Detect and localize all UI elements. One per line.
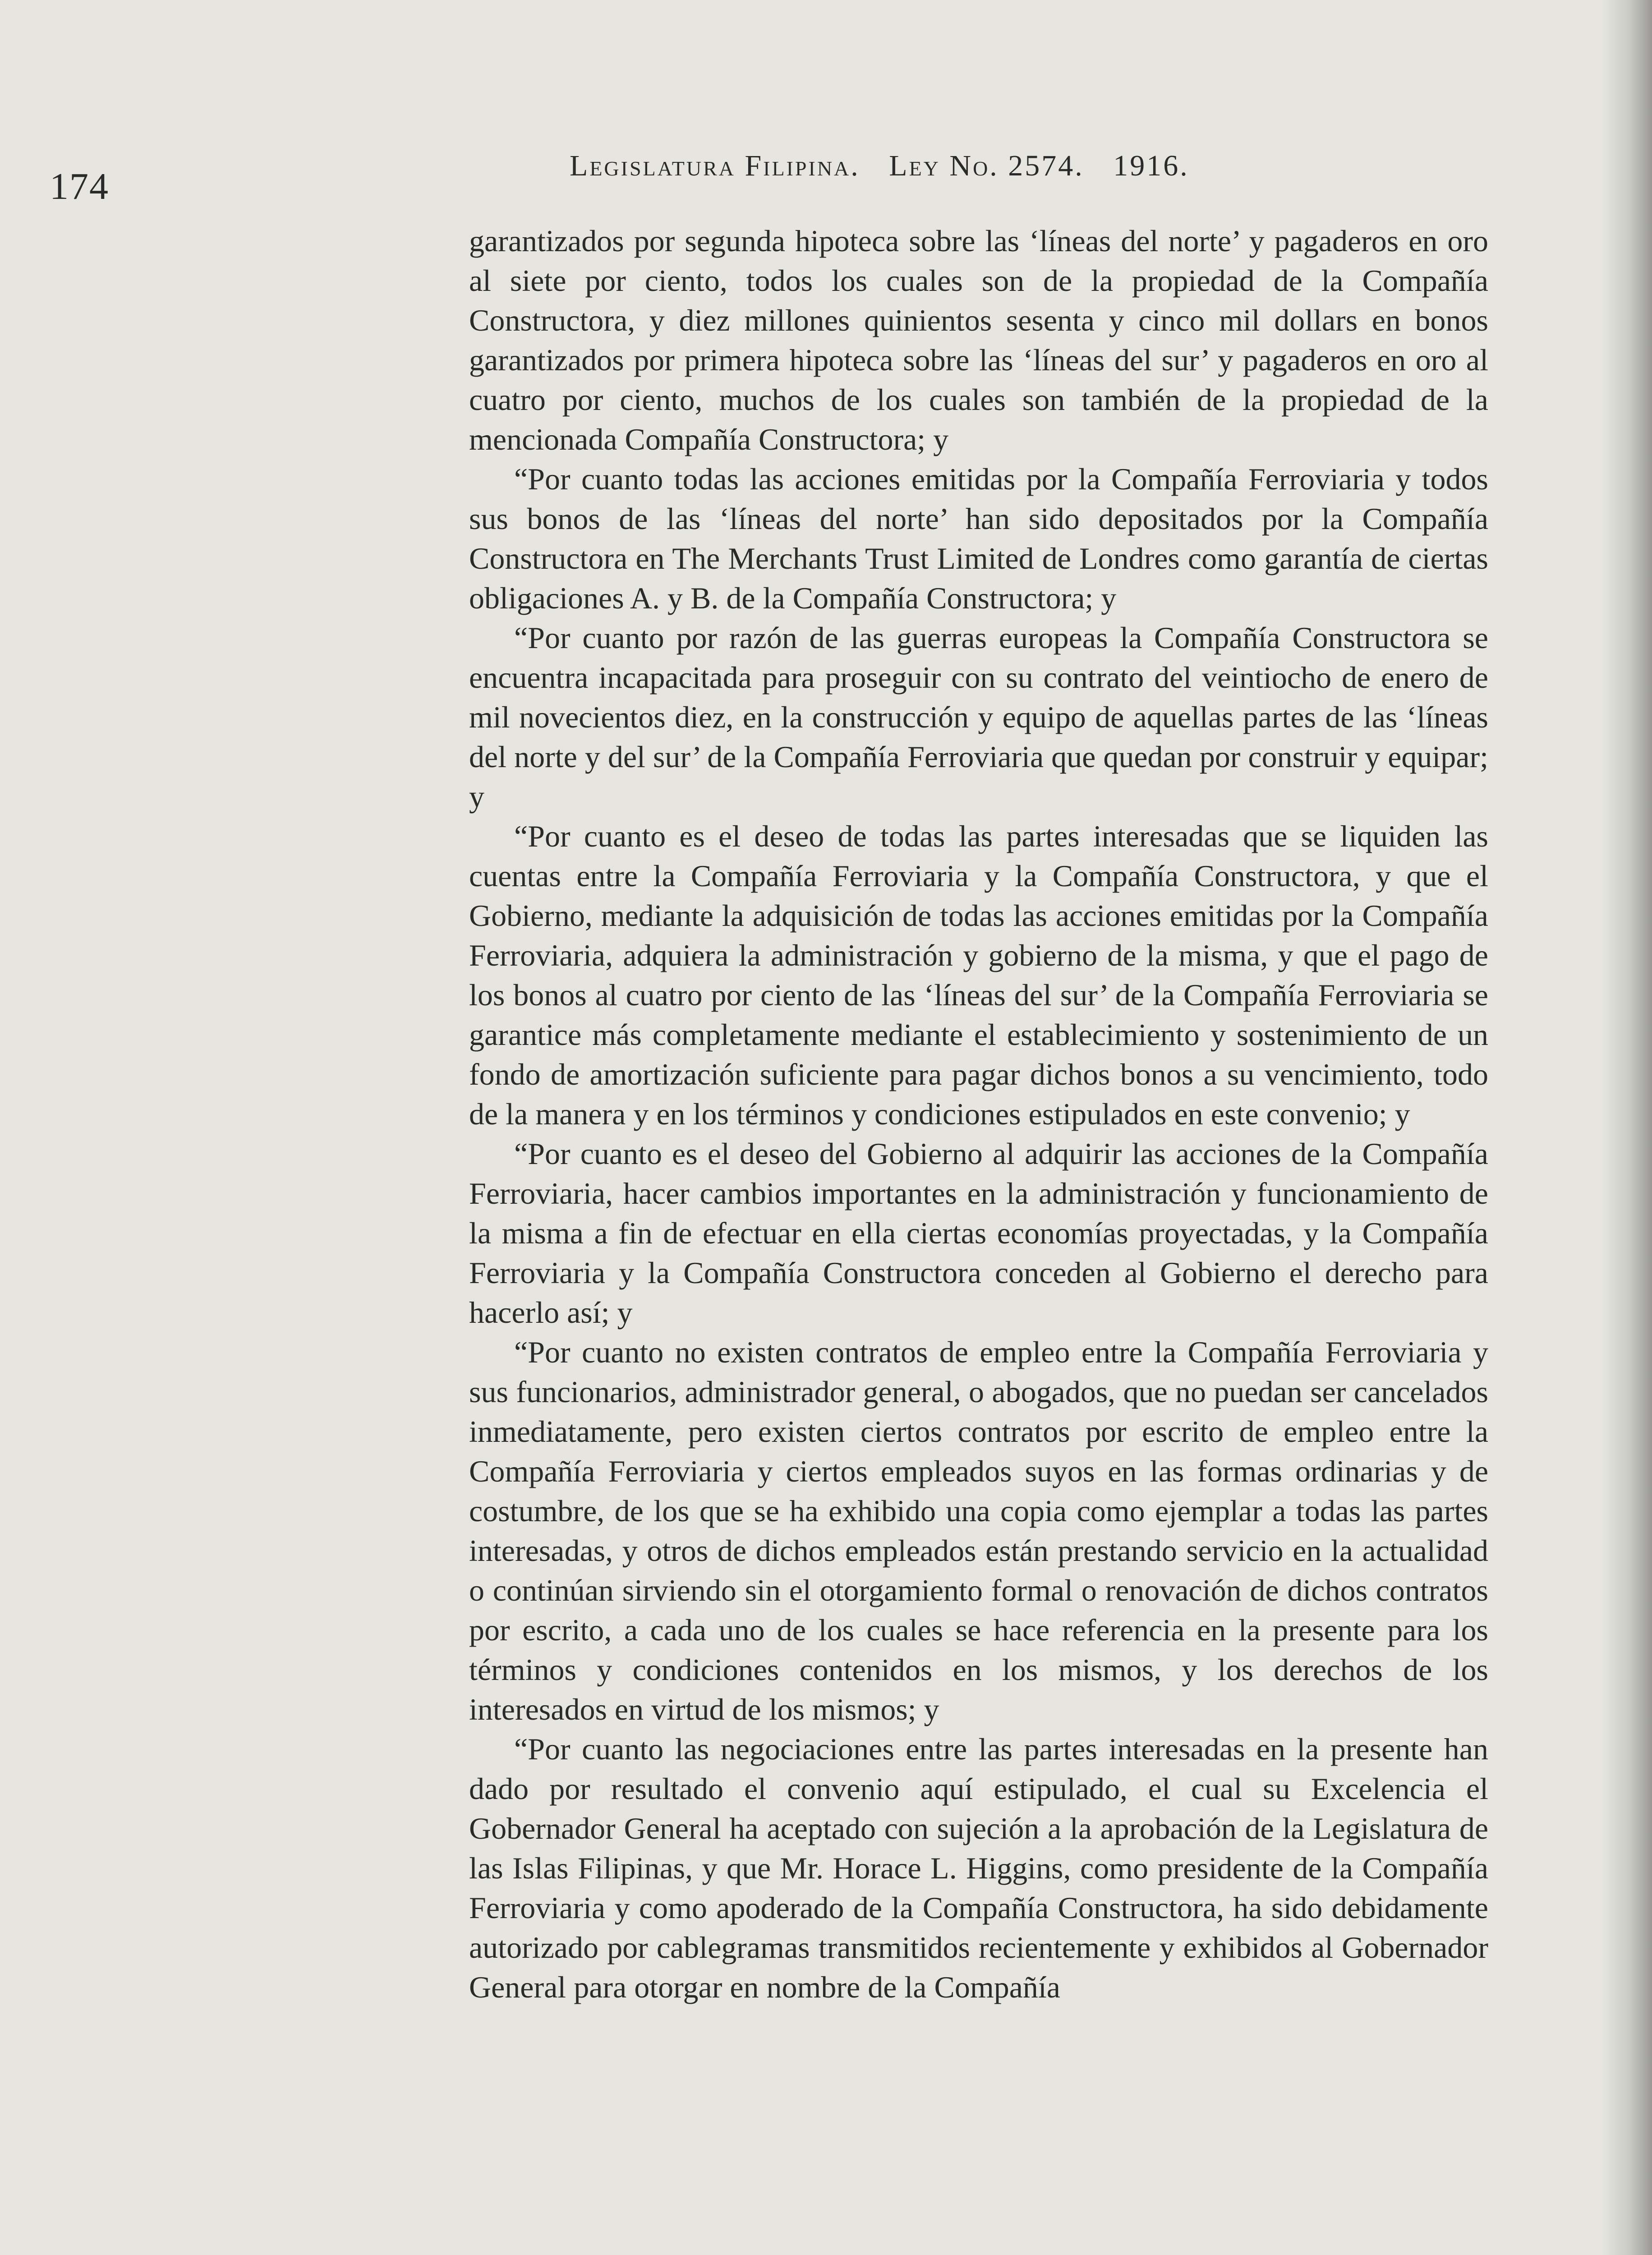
paragraph-3: “Por cuanto por razón de las guerras europeas la Compañía Constructora se encuentra incapacitada para proseguir con su contrato del veintiocho de enero de mil novecientos diez, en la construcción y equipo de aquellas partes de las ‘líneas del norte y del sur’ de la Compañía Ferroviaria que quedan por construir y equipar; y [469,621,1488,814]
paragraph-7: “Por cuanto las negociaciones entre las partes interesadas en la presente han dado por resultado el convenio aquí estipulado, el cual su Excelencia el Gobernador General ha aceptado con sujeción a la aprobación de la Legislatura de las Islas Filipinas, y que Mr. Horace L. Higgins, como presidente de la Compañía Ferroviaria y como apoderado de la Compañía Constructora, ha sido debidamente autorizado por cablegramas transmitidos recientemente y exhibidos al Gobernador General para otorgar en nombre de la Compañía [469,1732,1488,2004]
page-edge-shadow [1602,0,1652,2255]
running-head [570,151,1209,181]
paragraph-6: “Por cuanto no existen contratos de empleo entre la Compañía Ferroviaria y sus funcionarios, administrador general, o abogados, que no puedan ser cancelados inmediatamente, pero existen ciertos contratos por escrito de empleo entre la Compañía Ferroviaria y ciertos empleados suyos en las formas ordinarias y de costumbre, de los que se ha exhibido una copia como ejemplar a todas las partes interesadas, y otros de dichos empleados están prestando servicio en la actualidad o continúan sirviendo sin el otorgamiento formal o renovación de dichos contratos por escrito, a cada uno de los cuales se hace referencia en la presente para los términos y condiciones contenidos en los mismos, y los derechos de los interesados en virtud de los mismos; y [469,1335,1488,1726]
paragraph-5: “Por cuanto es el deseo del Gobierno al adquirir las acciones de la Compañía Ferroviaria, hacer cambios importantes en la administración y funcionamiento de la misma a fin de efectuar en ella ciertas economías proyectadas, y la Compañía Ferroviaria y la Compañía Constructora conceden al Gobierno el derecho para hacerlo así; y [469,1137,1488,1330]
body-text [469,221,1488,2007]
page-number: 174 [50,166,109,207]
paragraph-2: “Por cuanto todas las acciones emitidas por la Compañía Ferroviaria y todos sus bonos de las ‘líneas del norte’ han sido depositados por la Compañía Constructora en The Merchants Trust Limited de Londres como garantía de ciertas obligaciones A. y B. de la Compañía Constructora; y [469,462,1488,615]
running-head-law: Ley No. 2574. [889,149,1084,182]
paragraph-1: garantizados por segunda hipoteca sobre las ‘líneas del norte’ y pagaderos en oro al siete por ciento, todos los cuales son de la propiedad de la Compañía Constructora, y diez millones quinientos sesenta y cinco mil dollars en bonos garantizados por primera hipoteca sobre las ‘líneas del sur’ y pagaderos en oro al cuatro por ciento, muchos de los cuales son también de la propiedad de la mencionada Compañía Constructora; y [469,224,1488,456]
running-head-year: 1916. [1113,149,1189,182]
running-head-publication: Legislatura Filipina. [570,149,860,182]
paragraph-4: “Por cuanto es el deseo de todas las partes interesadas que se liquiden las cuentas entre la Compañía Ferroviaria y la Compañía Constructora, y que el Gobierno, mediante la adquisición de todas las acciones emitidas por la Compañía Ferroviaria, adquiera la administración y gobierno de la misma, y que el pago de los bonos al cuatro por ciento de las ‘líneas del sur’ de la Compañía Ferroviaria se garantice más completamente mediante el establecimiento y sostenimiento de un fondo de amortización suficiente para pagar dichos bonos a su vencimiento, todo de la manera y en los términos y condiciones estipulados en este convenio; y [469,819,1488,1131]
